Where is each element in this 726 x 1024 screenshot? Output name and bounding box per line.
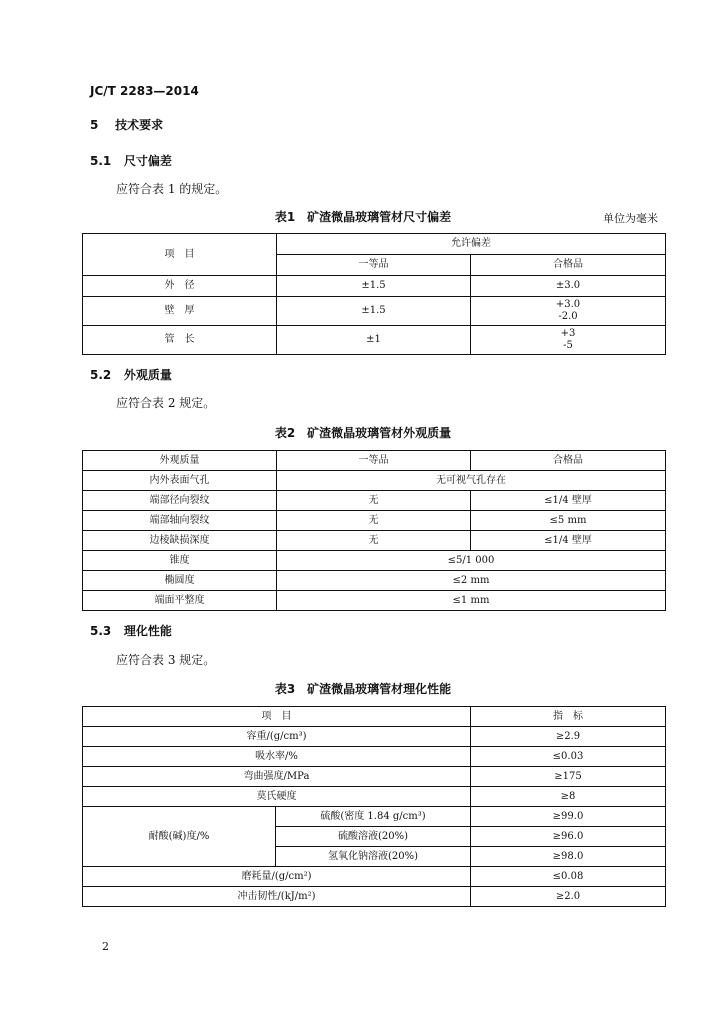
- table-1: [82, 233, 666, 355]
- section-5-3-number: 5.3: [90, 624, 112, 638]
- table-2: [82, 450, 666, 611]
- t1-upper-deviation: +3: [560, 328, 576, 339]
- t3-row-value: ≥8: [471, 787, 666, 807]
- t2-row-item: 内外表面气孔: [83, 471, 277, 491]
- t3-row-value: ≥98.0: [471, 847, 666, 867]
- t2-header-item: 外观质量: [83, 451, 277, 471]
- section-5-1-heading: [90, 152, 172, 169]
- t3-row-item: 冲击韧性/(kJ/m²): [83, 887, 471, 907]
- t2-row-item: 端面平整度: [83, 591, 277, 611]
- t2-row-value: ≤1 mm: [277, 591, 666, 611]
- t1-lower-deviation: -5: [563, 340, 573, 351]
- t2-row-qualified: ≤1/4 壁厚: [471, 531, 666, 551]
- t2-row-qualified: ≤5 mm: [471, 511, 666, 531]
- t3-row-value: ≥2.0: [471, 887, 666, 907]
- t3-row-item: 莫氏硬度: [83, 787, 471, 807]
- t3-row-item: 磨耗量/(g/cm²): [83, 867, 471, 887]
- t3-row-value: ≥99.0: [471, 807, 666, 827]
- section-5-heading: [90, 116, 163, 133]
- t3-row-value: ≥2.9: [471, 727, 666, 747]
- t3-row-value: ≥96.0: [471, 827, 666, 847]
- section-5-3-title: 理化性能: [123, 624, 172, 638]
- table-1-caption: 表1 矿渣微晶玻璃管材尺寸偏差: [274, 210, 452, 224]
- t2-row-qualified: ≤1/4 壁厚: [471, 491, 666, 511]
- t2-row-first: 无: [277, 491, 471, 511]
- t3-row-item: 弯曲强度/MPa: [83, 767, 471, 787]
- table-3-caption: 表3 矿渣微晶玻璃管材理化性能: [274, 682, 452, 696]
- t2-row-item: 端部轴向裂纹: [83, 511, 277, 531]
- section-5-1-number: 5.1: [90, 154, 112, 168]
- page-number: 2: [102, 940, 109, 953]
- t2-header-qualified: 合格品: [471, 451, 666, 471]
- section-5-2-heading: [90, 366, 172, 383]
- t1-row-first: ±1: [277, 326, 471, 355]
- section-5-2-title: 外观质量: [123, 368, 172, 382]
- t1-header-group: 允许偏差: [277, 234, 666, 255]
- t2-row-item: 端部径向裂纹: [83, 491, 277, 511]
- t2-row-value: ≤5/1 000: [277, 551, 666, 571]
- table-2-caption: 表2 矿渣微晶玻璃管材外观质量: [274, 426, 452, 440]
- t3-header-item: 项 目: [83, 707, 471, 727]
- t1-row-qualified: ±3.0: [471, 276, 666, 297]
- t2-header-first: 一等品: [277, 451, 471, 471]
- t2-row-first: 无: [277, 511, 471, 531]
- t3-row-item: 容重/(g/cm³): [83, 727, 471, 747]
- t3-row-item: 吸水率/%: [83, 747, 471, 767]
- t3-row-item: 硫酸(密度 1.84 g/cm³): [276, 807, 471, 827]
- t3-acid-group: 耐酸(碱)度/%: [83, 807, 276, 867]
- t2-row-value: 无可视气孔存在: [277, 471, 666, 491]
- t2-row-item: 锥度: [83, 551, 277, 571]
- section-5-2-number: 5.2: [90, 368, 112, 382]
- table-1-unit: 单位为毫米: [603, 212, 658, 225]
- t1-row-qualified: [471, 297, 666, 326]
- t1-lower-deviation: -2.0: [558, 311, 578, 322]
- section-5-3-text: 应符合表 3 规定。: [116, 653, 216, 667]
- t3-row-value: ≤0.03: [471, 747, 666, 767]
- t3-row-item: 氢氧化钠溶液(20%): [276, 847, 471, 867]
- t1-upper-deviation: +3.0: [555, 299, 581, 310]
- t1-row-first: ±1.5: [277, 276, 471, 297]
- document-header: JC/T 2283—2014: [90, 84, 199, 98]
- t3-row-value: ≥175: [471, 767, 666, 787]
- t1-row-qualified: [471, 326, 666, 355]
- section-5-1-title: 尺寸偏差: [123, 154, 172, 168]
- section-5-number: 5: [90, 118, 99, 132]
- t1-header-first: 一等品: [277, 255, 471, 276]
- t2-row-value: ≤2 mm: [277, 571, 666, 591]
- t1-row-item: 壁 厚: [83, 297, 277, 326]
- section-5-title: 技术要求: [115, 118, 164, 132]
- t2-row-item: 边棱缺损深度: [83, 531, 277, 551]
- t1-row-item: 外 径: [83, 276, 277, 297]
- t3-row-value: ≤0.08: [471, 867, 666, 887]
- t3-row-item: 硫酸溶液(20%): [276, 827, 471, 847]
- table-3: [82, 706, 666, 907]
- t1-header-qualified: 合格品: [471, 255, 666, 276]
- section-5-2-text: 应符合表 2 规定。: [116, 396, 216, 410]
- t1-header-item: 项 目: [83, 234, 277, 276]
- t1-row-item: 管 长: [83, 326, 277, 355]
- t2-row-first: 无: [277, 531, 471, 551]
- section-5-3-heading: [90, 622, 172, 639]
- t2-row-item: 椭圆度: [83, 571, 277, 591]
- section-5-1-text: 应符合表 1 的规定。: [116, 182, 228, 196]
- t1-row-first: ±1.5: [277, 297, 471, 326]
- t3-header-value: 指 标: [471, 707, 666, 727]
